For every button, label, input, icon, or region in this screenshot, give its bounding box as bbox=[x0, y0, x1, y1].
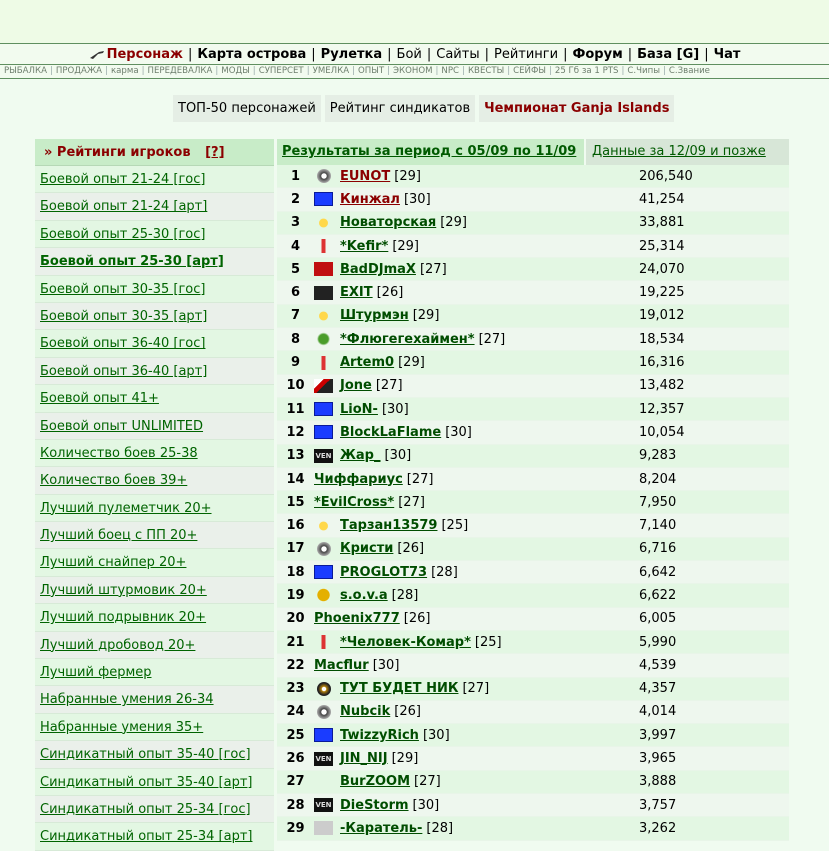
player-nick-link[interactable]: BlockLaFlame bbox=[340, 424, 442, 440]
table-row bbox=[277, 794, 789, 817]
player-level: [30] bbox=[422, 727, 450, 743]
sidebar-title: » Рейтинги игроков bbox=[44, 145, 191, 160]
player-nick-link[interactable]: Чиффариус bbox=[314, 471, 403, 487]
player-level: [26] bbox=[394, 704, 421, 720]
player-cell bbox=[314, 518, 638, 533]
sidebar-item[interactable]: Боевой опыт 41+ bbox=[35, 385, 274, 412]
table-row bbox=[277, 678, 789, 701]
score-cell: 6,716 bbox=[639, 541, 677, 557]
score-cell: 4,357 bbox=[639, 681, 677, 697]
player-nick-link[interactable]: Nubcik bbox=[340, 704, 391, 720]
rating-tabs bbox=[173, 95, 674, 122]
skull-icon bbox=[317, 542, 331, 556]
table-row bbox=[277, 398, 789, 421]
player-level: [27] bbox=[478, 331, 506, 347]
rank-cell: 13 bbox=[286, 448, 305, 464]
table-row bbox=[277, 538, 789, 561]
score-cell: 7,140 bbox=[639, 518, 677, 534]
player-nick-link[interactable]: *Kefir* bbox=[340, 238, 389, 254]
score-cell: 3,965 bbox=[639, 751, 677, 767]
table-row bbox=[277, 631, 789, 654]
sub-nav bbox=[0, 65, 829, 79]
table-row bbox=[277, 258, 789, 281]
rank-cell: 1 bbox=[290, 168, 301, 184]
player-level: [28] bbox=[391, 587, 419, 603]
sidebar-item[interactable]: Количество боев 25-38 bbox=[35, 440, 274, 467]
player-level: [28] bbox=[426, 820, 454, 836]
player-level: [25] bbox=[474, 634, 502, 650]
table-row bbox=[277, 701, 789, 724]
player-level: [28] bbox=[431, 564, 458, 580]
subnav-separator: | bbox=[507, 66, 511, 76]
table-row bbox=[277, 445, 789, 468]
player-level: [29] bbox=[394, 168, 421, 184]
dark-icon bbox=[314, 286, 333, 300]
sidebar-item[interactable]: Лучший дробовод 20+ bbox=[35, 632, 274, 659]
table-row bbox=[277, 328, 789, 351]
score-cell: 4,539 bbox=[639, 657, 677, 673]
sidebar-item[interactable]: Боевой опыт 25-30 [гос] bbox=[35, 221, 274, 248]
gun-icon bbox=[89, 49, 105, 59]
player-cell bbox=[314, 704, 638, 719]
rank-cell: 9 bbox=[290, 355, 301, 371]
player-nick-link[interactable]: Штурмэн bbox=[340, 308, 409, 324]
player-nick-link[interactable]: LioN- bbox=[340, 401, 378, 417]
table-row bbox=[277, 608, 789, 631]
score-cell: 7,950 bbox=[639, 494, 677, 510]
exclamation-icon bbox=[314, 239, 333, 253]
subnav-separator: | bbox=[141, 66, 145, 76]
player-level: [29] bbox=[398, 355, 425, 371]
table-row bbox=[277, 165, 789, 188]
player-nick-link[interactable]: Тарзан13579 bbox=[340, 518, 438, 534]
subnav-item-13[interactable]: С.Чипы bbox=[627, 66, 660, 76]
rank-cell: 24 bbox=[286, 704, 305, 720]
score-cell: 206,540 bbox=[639, 168, 693, 184]
table-row bbox=[277, 491, 789, 514]
player-nick-link[interactable]: Artem0 bbox=[340, 355, 395, 371]
nav-separator: | bbox=[627, 46, 633, 62]
score-cell: 24,070 bbox=[639, 261, 685, 277]
player-level: [29] bbox=[392, 238, 419, 254]
subnav-separator: | bbox=[621, 66, 625, 76]
subnav-separator: | bbox=[105, 66, 108, 76]
table-row bbox=[277, 421, 789, 444]
sidebar-item[interactable]: Боевой опыт 21-24 [гос] bbox=[35, 166, 274, 193]
sidebar bbox=[35, 139, 274, 851]
main-nav bbox=[0, 44, 829, 65]
player-nick-link[interactable]: EUNOT bbox=[340, 168, 391, 184]
player-cell bbox=[314, 658, 638, 673]
score-cell: 3,262 bbox=[639, 820, 677, 836]
player-nick-link[interactable]: *Флюгегехаймен* bbox=[340, 331, 475, 347]
subnav-item-3[interactable]: ПЕРЕДЕВАЛКА bbox=[147, 66, 213, 76]
player-nick-link[interactable]: Жар_ bbox=[340, 448, 381, 464]
subnav-item-2[interactable]: карма bbox=[110, 66, 139, 76]
top-banner bbox=[0, 0, 829, 44]
subnav-separator: | bbox=[352, 66, 356, 76]
w-icon bbox=[314, 379, 333, 393]
nav-item-7[interactable]: База [G] bbox=[637, 46, 700, 62]
player-level: [29] bbox=[391, 751, 419, 767]
sidebar-item[interactable]: Лучший подрывник 20+ bbox=[35, 604, 274, 631]
score-cell: 6,005 bbox=[639, 611, 677, 627]
rank-cell: 21 bbox=[286, 634, 305, 650]
score-cell: 10,054 bbox=[639, 424, 685, 440]
player-level: [29] bbox=[412, 308, 440, 324]
player-level: [30] bbox=[403, 191, 431, 207]
sidebar-item[interactable]: Лучший снайпер 20+ bbox=[35, 549, 274, 576]
score-cell: 25,314 bbox=[639, 238, 685, 254]
nav-item-1[interactable]: Карта острова bbox=[197, 46, 307, 62]
rank-cell: 15 bbox=[286, 494, 305, 510]
sun-icon bbox=[314, 519, 333, 533]
subnav-separator: | bbox=[663, 66, 666, 76]
leaf-icon bbox=[314, 332, 333, 346]
player-level: [27] bbox=[414, 774, 441, 790]
blue-icon bbox=[314, 728, 333, 742]
rank-cell: 12 bbox=[286, 424, 305, 440]
rank-cell: 4 bbox=[290, 238, 301, 254]
player-cell bbox=[314, 472, 638, 487]
rank-cell: 6 bbox=[290, 285, 301, 301]
sidebar-item[interactable]: Синдикатный опыт 35-40 [арт] bbox=[35, 769, 274, 796]
player-nick-link[interactable]: DieStorm bbox=[340, 797, 409, 813]
tab-1[interactable]: Рейтинг синдикатов bbox=[325, 95, 475, 122]
venom-icon: VEN bbox=[314, 752, 333, 766]
rank-cell: 7 bbox=[290, 308, 301, 324]
table-row bbox=[277, 561, 789, 584]
score-cell: 6,642 bbox=[639, 564, 677, 580]
player-nick-link[interactable]: ТУТ БУДЕТ НИК bbox=[340, 681, 459, 697]
nav-item-0[interactable]: Персонаж bbox=[106, 46, 183, 62]
subnav-item-6[interactable]: УМЕЛКА bbox=[312, 66, 350, 76]
table-row bbox=[277, 212, 789, 235]
player-nick-link[interactable]: Macflur bbox=[314, 657, 369, 673]
rank-cell: 19 bbox=[286, 587, 305, 603]
sidebar-item[interactable]: Боевой опыт 21-24 [арт] bbox=[35, 193, 274, 220]
player-cell bbox=[314, 355, 638, 370]
player-nick-link[interactable]: *EvilCross* bbox=[314, 494, 395, 510]
blue-icon bbox=[314, 402, 333, 416]
rank-cell: 28 bbox=[286, 797, 305, 813]
score-cell: 9,283 bbox=[639, 448, 677, 464]
tab-2[interactable]: Чемпионат Ganja Islands bbox=[479, 95, 674, 122]
rank-cell: 20 bbox=[286, 611, 305, 627]
nav-separator: | bbox=[387, 46, 392, 62]
player-cell bbox=[314, 448, 638, 463]
sidebar-item[interactable]: Набранные умения 35+ bbox=[35, 714, 274, 741]
sun-icon bbox=[314, 309, 333, 323]
rank-cell: 8 bbox=[290, 331, 301, 347]
player-nick-link[interactable]: BurZOOM bbox=[340, 774, 411, 790]
score-cell: 33,881 bbox=[639, 215, 685, 231]
rank-cell: 26 bbox=[286, 751, 305, 767]
skull-icon bbox=[317, 169, 331, 183]
blue-icon bbox=[314, 565, 333, 579]
player-nick-link[interactable]: TwizzyRich bbox=[340, 727, 419, 743]
player-level: [26] bbox=[376, 285, 404, 301]
score-cell: 13,482 bbox=[639, 378, 685, 394]
player-cell bbox=[314, 751, 638, 766]
nav-item-8[interactable]: Чат bbox=[713, 46, 741, 62]
player-cell bbox=[314, 798, 638, 813]
red-dark-icon bbox=[314, 262, 333, 276]
subnav-item-7[interactable]: ОПЫТ bbox=[358, 66, 385, 76]
player-nick-link[interactable]: JIN_NIJ bbox=[340, 751, 388, 767]
player-level: [26] bbox=[397, 541, 425, 557]
rank-cell: 10 bbox=[286, 378, 305, 394]
player-nick-link[interactable]: *Человек-Комар* bbox=[340, 634, 471, 650]
rank-cell: 16 bbox=[286, 518, 305, 534]
subnav-separator: | bbox=[252, 66, 256, 76]
subnav-item-10[interactable]: КВЕСТЫ bbox=[467, 66, 505, 76]
sidebar-item[interactable]: Синдикатный опыт 25-34 [арт] bbox=[35, 823, 274, 850]
sidebar-item[interactable]: Лучший штурмовик 20+ bbox=[35, 577, 274, 604]
nav-separator: | bbox=[484, 46, 489, 62]
rank-cell: 14 bbox=[286, 471, 305, 487]
red-icon bbox=[314, 356, 333, 370]
sidebar-item[interactable]: Количество боев 39+ bbox=[35, 467, 274, 494]
sidebar-header bbox=[35, 139, 274, 166]
subnav-item-4[interactable]: МОДЫ bbox=[221, 66, 250, 76]
sidebar-item[interactable]: Боевой опыт 36-40 [гос] bbox=[35, 330, 274, 357]
sidebar-item[interactable]: Боевой опыт 36-40 [арт] bbox=[35, 358, 274, 385]
rank-cell: 2 bbox=[290, 191, 301, 207]
sidebar-item[interactable]: Боевой опыт 30-35 [арт] bbox=[35, 303, 274, 330]
player-level: [30] bbox=[372, 657, 400, 673]
sidebar-item[interactable]: Боевой опыт 25-30 [арт] bbox=[35, 248, 274, 275]
blue-emblem-icon bbox=[314, 192, 333, 206]
nav-separator: | bbox=[187, 46, 193, 62]
subnav-separator: | bbox=[306, 66, 310, 76]
table-row bbox=[277, 654, 789, 677]
player-cell bbox=[314, 541, 638, 556]
mini-icon bbox=[317, 682, 331, 696]
rank-cell: 25 bbox=[286, 727, 305, 743]
player-level: [27] bbox=[419, 261, 447, 277]
subnav-separator: | bbox=[435, 66, 439, 76]
period-link[interactable]: Результаты за период с 05/09 по 11/09 bbox=[277, 139, 584, 165]
rank-cell: 5 bbox=[290, 261, 301, 277]
player-cell bbox=[314, 402, 638, 417]
table-row bbox=[277, 724, 789, 747]
sidebar-item[interactable]: Синдикатный опыт 25-34 [гос] bbox=[35, 796, 274, 823]
subnav-separator: | bbox=[548, 66, 552, 76]
table-row bbox=[277, 281, 789, 304]
subnav-item-14[interactable]: С.Звание bbox=[668, 66, 710, 76]
player-cell bbox=[314, 192, 638, 207]
player-nick-link[interactable]: Кристи bbox=[340, 541, 394, 557]
table-row bbox=[277, 514, 789, 537]
skull-icon bbox=[317, 705, 331, 719]
subnav-separator: | bbox=[387, 66, 390, 76]
player-nick-link[interactable]: -Каратель- bbox=[340, 820, 423, 836]
player-level: [27] bbox=[398, 494, 425, 510]
score-cell: 3,997 bbox=[639, 727, 677, 743]
player-nick-link[interactable]: Новаторская bbox=[340, 215, 437, 231]
player-cell bbox=[314, 239, 638, 254]
score-cell: 3,888 bbox=[639, 774, 677, 790]
table-row bbox=[277, 584, 789, 607]
player-cell bbox=[314, 728, 638, 743]
score-cell: 19,225 bbox=[639, 285, 685, 301]
table-row bbox=[277, 235, 789, 258]
player-nick-link[interactable]: PROGLOT73 bbox=[340, 564, 428, 580]
score-cell: 12,357 bbox=[639, 401, 685, 417]
player-cell bbox=[314, 565, 638, 580]
results-header bbox=[277, 139, 789, 165]
table-row bbox=[277, 351, 789, 374]
subnav-item-0[interactable]: РЫБАЛКА bbox=[4, 66, 47, 76]
sidebar-item[interactable]: Боевой опыт UNLIMITED bbox=[35, 413, 274, 440]
score-cell: 19,012 bbox=[639, 308, 685, 324]
pac-icon bbox=[314, 588, 333, 602]
player-level: [29] bbox=[440, 215, 467, 231]
sidebar-item[interactable]: Синдикатный опыт 35-40 [гос] bbox=[35, 741, 274, 768]
score-cell: 18,534 bbox=[639, 331, 685, 347]
subnav-item-5[interactable]: СУПЕРСЕТ bbox=[258, 66, 304, 76]
sidebar-item[interactable]: Боевой опыт 30-35 [гос] bbox=[35, 276, 274, 303]
score-cell: 8,204 bbox=[639, 471, 677, 487]
nav-item-5[interactable]: Рейтинги bbox=[494, 46, 559, 62]
blue-icon bbox=[314, 425, 333, 439]
score-cell: 4,014 bbox=[639, 704, 677, 720]
venom-icon: VEN bbox=[314, 798, 333, 812]
player-nick-link[interactable]: Phoenix777 bbox=[314, 611, 400, 627]
player-cell bbox=[314, 425, 638, 440]
player-cell bbox=[314, 588, 638, 603]
player-level: [30] bbox=[384, 448, 412, 464]
sidebar-item[interactable]: Набранные умения 26-34 bbox=[35, 686, 274, 713]
player-level: [27] bbox=[462, 681, 490, 697]
table-row bbox=[277, 771, 789, 794]
rank-cell: 23 bbox=[286, 681, 305, 697]
bear-icon bbox=[314, 821, 333, 835]
player-level: [27] bbox=[375, 378, 403, 394]
rank-cell: 3 bbox=[290, 215, 301, 231]
subnav-item-12[interactable]: 25 Гб за 1 PTS bbox=[554, 66, 619, 76]
sun-icon bbox=[314, 216, 333, 230]
rank-cell: 17 bbox=[286, 541, 305, 557]
nav-item-3[interactable]: Бой bbox=[396, 46, 422, 62]
player-cell bbox=[314, 611, 638, 626]
score-cell: 6,622 bbox=[639, 587, 677, 603]
venom-icon: VEN bbox=[314, 449, 333, 463]
score-cell: 41,254 bbox=[639, 191, 685, 207]
nav-separator: | bbox=[704, 46, 709, 62]
player-cell bbox=[314, 378, 638, 393]
nav-separator: | bbox=[311, 46, 316, 62]
sidebar-item[interactable]: Лучший фермер bbox=[35, 659, 274, 686]
player-cell bbox=[314, 308, 638, 323]
sidebar-item[interactable]: Лучший пулеметчик 20+ bbox=[35, 495, 274, 522]
table-row bbox=[277, 188, 789, 211]
subnav-item-9[interactable]: NPC bbox=[441, 66, 460, 76]
player-level: [25] bbox=[441, 518, 469, 534]
player-level: [30] bbox=[445, 424, 472, 440]
player-level: [26] bbox=[403, 611, 431, 627]
rank-cell: 22 bbox=[286, 657, 305, 673]
player-cell bbox=[314, 681, 638, 696]
help-link[interactable]: [?] bbox=[205, 145, 225, 160]
rank-cell: 11 bbox=[286, 401, 305, 417]
nav-item-2[interactable]: Рулетка bbox=[320, 46, 383, 62]
subnav-item-11[interactable]: СЕЙФЫ bbox=[513, 66, 546, 76]
rank-cell: 29 bbox=[286, 820, 305, 836]
table-row bbox=[277, 468, 789, 491]
rank-cell: 18 bbox=[286, 564, 305, 580]
player-nick-link[interactable]: EXIT bbox=[340, 285, 373, 301]
tab-0[interactable]: ТОП-50 персонажей bbox=[173, 95, 321, 122]
nav-separator: | bbox=[563, 46, 568, 62]
player-cell bbox=[314, 285, 638, 300]
rank-cell: 27 bbox=[286, 774, 305, 790]
nav-item-4[interactable]: Сайты bbox=[436, 46, 480, 62]
subnav-separator: | bbox=[215, 66, 219, 76]
player-cell bbox=[314, 635, 638, 650]
subnav-separator: | bbox=[49, 66, 53, 76]
player-cell bbox=[314, 495, 638, 510]
player-cell bbox=[314, 262, 638, 277]
subnav-item-8[interactable]: ЭКОНОМ bbox=[393, 66, 433, 76]
player-level: [27] bbox=[406, 471, 434, 487]
future-data-link[interactable]: Данные за 12/09 и позже bbox=[586, 139, 789, 165]
player-nick-link[interactable]: s.o.v.a bbox=[340, 587, 388, 603]
table-row bbox=[277, 305, 789, 328]
score-cell: 3,757 bbox=[639, 797, 677, 813]
subnav-separator: | bbox=[462, 66, 465, 76]
player-cell bbox=[314, 169, 638, 184]
player-cell bbox=[314, 215, 638, 230]
player-level: [30] bbox=[381, 401, 409, 417]
sidebar-item[interactable]: Лучший боец с ПП 20+ bbox=[35, 522, 274, 549]
exclamation-icon bbox=[314, 635, 333, 649]
subnav-item-1[interactable]: ПРОДАЖА bbox=[55, 66, 103, 76]
table-row bbox=[277, 817, 789, 840]
blank-icon bbox=[314, 775, 333, 789]
player-cell bbox=[314, 332, 638, 347]
results-table bbox=[277, 139, 789, 841]
player-cell bbox=[314, 774, 638, 789]
score-cell: 16,316 bbox=[639, 355, 685, 371]
nav-item-6[interactable]: Форум bbox=[572, 46, 623, 62]
score-cell: 5,990 bbox=[639, 634, 677, 650]
table-row bbox=[277, 375, 789, 398]
player-cell bbox=[314, 821, 638, 836]
player-nick-link[interactable]: Кинжал bbox=[340, 191, 400, 207]
player-level: [30] bbox=[412, 797, 440, 813]
player-nick-link[interactable]: BadDJmaX bbox=[340, 261, 416, 277]
nav-separator: | bbox=[426, 46, 432, 62]
table-row bbox=[277, 747, 789, 770]
player-nick-link[interactable]: Jone bbox=[340, 378, 372, 394]
